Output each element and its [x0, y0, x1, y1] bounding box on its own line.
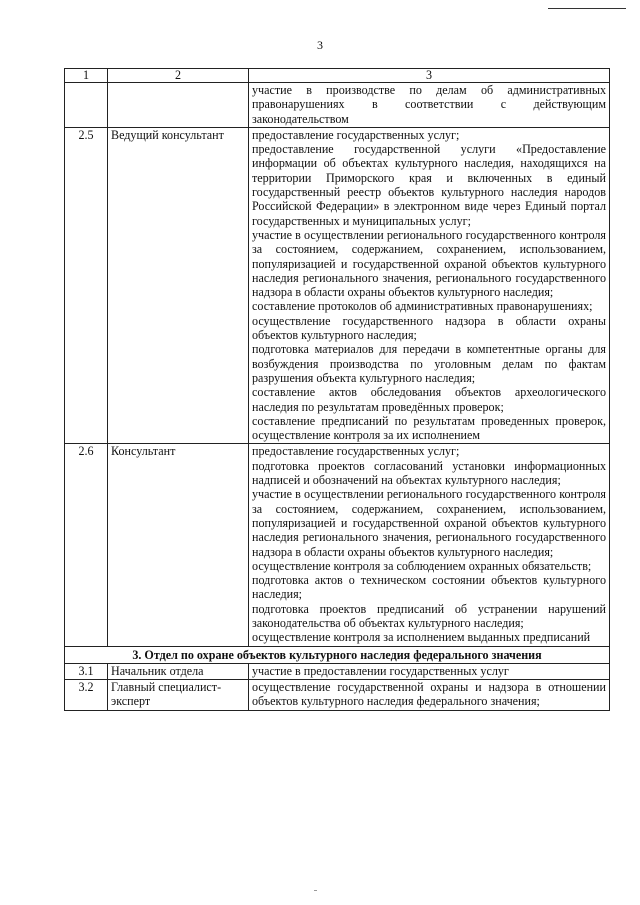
duty-item: составление актов обследования объектов археологического наследия по результатам проведённых проверок;: [252, 385, 606, 414]
duty-item: составление протоколов об административных правонарушениях;: [252, 299, 593, 314]
duty-item: подготовка материалов для передачи в компетентные органы для возбуждения производства по уголовным делам по фактам разрушения объекта культурного наследия;: [252, 342, 606, 385]
duties-cell: [249, 444, 610, 646]
duties-cell: [249, 127, 610, 444]
duty-item: участие в осуществлении регионального государственного контроля за состоянием, содержанием, сохранением, использованием, популяризацией и государственной охраной объектов культурного наследия регионального значения, регионального государственного надзора в области охраны объектов культурного наследия;: [252, 487, 606, 559]
duties-cell: [249, 83, 610, 128]
table-row: [65, 83, 610, 128]
row-number: [65, 83, 108, 128]
row-number: 3.2: [65, 680, 108, 711]
table-row: [65, 663, 610, 679]
column-header-1: 1: [65, 69, 108, 83]
duties-cell: [249, 663, 610, 679]
duty-item: подготовка актов о техническом состоянии объектов культурного наследия;: [252, 573, 606, 602]
table-row: [65, 444, 610, 646]
duty-item: участие в производстве по делам об административных правонарушениях в соответствии с действующим законодательством: [252, 83, 606, 126]
row-number: 2.6: [65, 444, 108, 646]
table-row: [65, 680, 610, 711]
duties-cell: [249, 680, 610, 711]
column-header-3: 3: [249, 69, 610, 83]
duty-item: осуществление контроля за соблюдением охранных обязательств;: [252, 558, 592, 573]
duty-item: составление предписаний по результатам проведенных проверок, осуществление контроля за их исполнением: [252, 413, 606, 443]
duty-item: участие в осуществлении регионального государственного контроля за состоянием, содержанием, сохранением, использованием, популяризацией и государственной охраной объектов культурного наследия регионального значения, регионального государственного надзора в области охраны объектов культурного наследия;: [252, 227, 606, 300]
row-number: 3.1: [65, 663, 108, 679]
duty-item: осуществление государственной охраны и надзора в отношении объектов культурного наследия федерального значения;: [252, 680, 606, 709]
table-header-row: [65, 69, 610, 83]
scan-mark: [314, 890, 317, 891]
position-title: [108, 83, 249, 128]
section-heading: 3. Отдел по охране объектов культурного наследия федерального значения: [65, 646, 610, 663]
row-number: 2.5: [65, 127, 108, 444]
duty-item: участие в предоставлении государственных услуг: [252, 663, 509, 678]
duty-item: предоставление государственных услуг;: [252, 127, 460, 142]
duty-item: предоставление государственной услуги «Предоставление информации об объектах культурного наследия, находящихся на территории Приморского края и включенных в единый государственный реестр объектов культурного наследия народов Российской Федерации» в электронном виде через Единый портал государственных и муниципальных услуг;: [252, 142, 606, 228]
duty-item: предоставление государственных услуг;: [252, 444, 460, 459]
position-title: Консультант: [108, 444, 249, 646]
duty-item: подготовка проектов согласований установки информационных надписей и обозначений на объектах культурного наследия;: [252, 458, 606, 488]
duties-table: [64, 68, 610, 711]
table-row: [65, 127, 610, 444]
position-title: Начальник отдела: [108, 663, 249, 679]
duty-item: осуществление государственного надзора в области охраны объектов культурного наследия;: [252, 313, 606, 343]
position-title: Главный специалист-эксперт: [108, 680, 249, 711]
position-title: Ведущий консультант: [108, 127, 249, 444]
duty-item: осуществление контроля за исполнением выданных предписаний: [252, 630, 591, 645]
page-number: 3: [317, 38, 323, 52]
column-header-2: 2: [108, 69, 249, 83]
duty-item: подготовка проектов предписаний об устранении нарушений законодательства об объектах культурного наследия;: [252, 601, 606, 630]
section-heading-row: [65, 646, 610, 663]
header-rule: [548, 8, 626, 9]
